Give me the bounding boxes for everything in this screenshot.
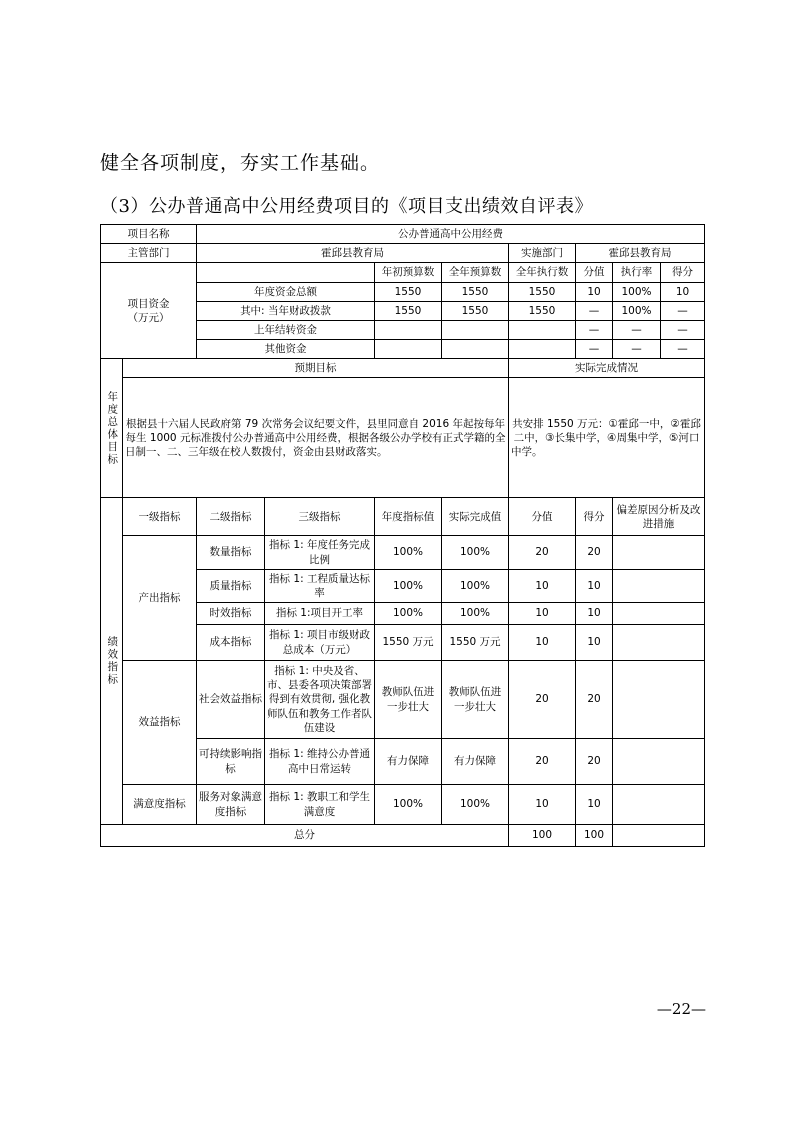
indicator-score-value: 10: [509, 625, 576, 661]
funds-row-annual-executed: [509, 340, 576, 359]
indicator-score: 20: [576, 739, 613, 785]
funds-row-execution-rate: —: [613, 320, 661, 339]
table-row-project-name: [101, 225, 705, 244]
expected-goal-header: 预期目标: [123, 359, 509, 378]
indicator-deviation: [613, 603, 705, 625]
funds-header-blank: [197, 263, 375, 282]
indicator-actual-value: 100%: [442, 603, 509, 625]
indicator-header-level3: 三级指标: [265, 498, 375, 536]
funds-row-execution-rate: 100%: [613, 301, 661, 320]
funds-row-annual-budget: [442, 340, 509, 359]
indicator-annual-target: 教师队伍进一步壮大: [375, 661, 442, 739]
indicator-level2: 质量指标: [197, 569, 265, 602]
indicator-score-value: 20: [509, 739, 576, 785]
funds-header-score: 得分: [661, 263, 705, 282]
table-row-funds-header: [101, 263, 705, 282]
indicator-level2: 成本指标: [197, 625, 265, 661]
indicator-score-value: 10: [509, 603, 576, 625]
table-row-total: [101, 825, 705, 847]
indicator-annual-target: 100%: [375, 785, 442, 825]
indicator-deviation: [613, 569, 705, 602]
indicator-deviation: [613, 785, 705, 825]
funds-row-score-value: —: [576, 301, 613, 320]
performance-self-evaluation-table: [100, 224, 705, 847]
indicator-deviation: [613, 661, 705, 739]
indicator-level3: 指标 1: 项目市级财政总成本（万元）: [265, 625, 375, 661]
indicator-annual-target: 100%: [375, 603, 442, 625]
funds-label-line2: （万元）: [127, 311, 170, 324]
table-row-indicator-header: [101, 498, 705, 536]
funds-row-initial-budget: 1550: [375, 282, 442, 301]
table-row-indicator: [101, 785, 705, 825]
indicator-level3: 指标 1:项目开工率: [265, 603, 375, 625]
funds-row-annual-executed: 1550: [509, 301, 576, 320]
funds-row-score: 10: [661, 282, 705, 301]
section-subheading: （3）公办普通高中公用经费项目的《项目支出绩效自评表》: [100, 196, 593, 217]
funds-row-annual-executed: [509, 320, 576, 339]
funds-header-annual-executed: 全年执行数: [509, 263, 576, 282]
supervisor-value: 霍邱县教育局: [197, 244, 509, 263]
indicator-header-level1: 一级指标: [123, 498, 197, 536]
funds-row-score-value: —: [576, 340, 613, 359]
indicator-level2: 时效指标: [197, 603, 265, 625]
table-row-goal-body: [101, 378, 705, 498]
indicator-deviation: [613, 739, 705, 785]
indicator-level2: 数量指标: [197, 536, 265, 569]
indicator-score: 20: [576, 661, 613, 739]
indicator-level1: 效益指标: [123, 661, 197, 785]
indicator-header-annual-target: 年度指标值: [375, 498, 442, 536]
indicator-level3: 指标 1: 年度任务完成比例: [265, 536, 375, 569]
expected-goal-text: 根据县十六届人民政府第 79 次常务会议纪要文件，县里同意自 2016 年起按每年每生 1000 元标准拨付公办普通高中公用经费，根据各级公办学校有正式学籍的全日制一、二、三年级在校人数拨付，资金由县财政落实。: [123, 378, 509, 498]
indicator-level1: 满意度指标: [123, 785, 197, 825]
indicator-header-score: 得分: [576, 498, 613, 536]
indicator-level3: 指标 1: 维持公办普通高中日常运转: [265, 739, 375, 785]
indicator-annual-target: 100%: [375, 569, 442, 602]
indicator-score: 10: [576, 569, 613, 602]
indicator-level2: 服务对象满意度指标: [197, 785, 265, 825]
indicator-deviation: [613, 625, 705, 661]
indicator-actual-value: 1550 万元: [442, 625, 509, 661]
actual-completion-text: 共安排 1550 万元：①霍邱一中，②霍邱二中，③长集中学，④周集中学，⑤河口中学。: [509, 378, 705, 498]
performance-label: 绩效指标: [101, 498, 123, 825]
funds-label-line1: 项目资金: [127, 297, 170, 310]
table-row-goal-header: [101, 359, 705, 378]
indicator-score-value: 20: [509, 536, 576, 569]
funds-row-annual-executed: 1550: [509, 282, 576, 301]
indicator-score-value: 10: [509, 785, 576, 825]
funds-header-execution-rate: 执行率: [613, 263, 661, 282]
indicator-score-value: 20: [509, 661, 576, 739]
indicator-score-value: 10: [509, 569, 576, 602]
funds-row-annual-budget: [442, 320, 509, 339]
indicator-actual-value: 100%: [442, 785, 509, 825]
indicator-header-score-value: 分值: [509, 498, 576, 536]
indicator-level2: 社会效益指标: [197, 661, 265, 739]
table-row-departments: [101, 244, 705, 263]
table-row-indicator: [101, 536, 705, 569]
annual-goal-label: 年度总体目标: [101, 359, 123, 498]
funds-header-score-value: 分值: [576, 263, 613, 282]
funds-row-score: —: [661, 340, 705, 359]
funds-row-score-value: 10: [576, 282, 613, 301]
project-name-label: 项目名称: [101, 225, 197, 244]
total-deviation: [613, 825, 705, 847]
page-number: —22—: [656, 1000, 706, 1018]
total-score: 100: [576, 825, 613, 847]
indicator-header-deviation: 偏差原因分析及改进措施: [613, 498, 705, 536]
funds-row-name: 其他资金: [197, 340, 375, 359]
indicator-level3: 指标 1: 工程质量达标率: [265, 569, 375, 602]
indicator-header-actual-value: 实际完成值: [442, 498, 509, 536]
indicator-actual-value: 100%: [442, 536, 509, 569]
indicator-actual-value: 教师队伍进一步壮大: [442, 661, 509, 739]
indicator-actual-value: 有力保障: [442, 739, 509, 785]
indicator-level3: 指标 1: 中央及省、市、县委各项决策部署得到有效贯彻, 强化教师队伍和教务工作者队伍建设: [265, 661, 375, 739]
funds-row-score: —: [661, 301, 705, 320]
funds-row-initial-budget: [375, 340, 442, 359]
funds-row-score-value: —: [576, 320, 613, 339]
indicator-annual-target: 1550 万元: [375, 625, 442, 661]
funds-header-annual-budget: 全年预算数: [442, 263, 509, 282]
indicator-annual-target: 100%: [375, 536, 442, 569]
table-row-indicator: [101, 661, 705, 739]
indicator-score: 20: [576, 536, 613, 569]
indicator-actual-value: 100%: [442, 569, 509, 602]
indicator-score: 10: [576, 785, 613, 825]
funds-row-score: —: [661, 320, 705, 339]
total-score-value: 100: [509, 825, 576, 847]
indicator-score: 10: [576, 603, 613, 625]
funds-row-name: 上年结转资金: [197, 320, 375, 339]
heading-line: 健全各项制度，夯实工作基础。: [100, 152, 381, 174]
indicator-score: 10: [576, 625, 613, 661]
funds-row-annual-budget: 1550: [442, 301, 509, 320]
funds-row-execution-rate: 100%: [613, 282, 661, 301]
indicator-annual-target: 有力保障: [375, 739, 442, 785]
funds-row-name: 其中: 当年财政拨款: [197, 301, 375, 320]
actual-completion-header: 实际完成情况: [509, 359, 705, 378]
funds-row-name: 年度资金总额: [197, 282, 375, 301]
funds-row-execution-rate: —: [613, 340, 661, 359]
funds-row-initial-budget: 1550: [375, 301, 442, 320]
funds-row-annual-budget: 1550: [442, 282, 509, 301]
implementer-value: 霍邱县教育局: [576, 244, 705, 263]
indicator-level1: 产出指标: [123, 536, 197, 661]
indicator-header-level2: 二级指标: [197, 498, 265, 536]
implementer-label: 实施部门: [509, 244, 576, 263]
indicator-level3: 指标 1: 教职工和学生满意度: [265, 785, 375, 825]
indicator-deviation: [613, 536, 705, 569]
total-label: 总分: [101, 825, 509, 847]
funds-header-initial-budget: 年初预算数: [375, 263, 442, 282]
indicator-level2: 可持续影响指标: [197, 739, 265, 785]
supervisor-label: 主管部门: [101, 244, 197, 263]
project-name-value: 公办普通高中公用经费: [197, 225, 705, 244]
funds-label: [101, 263, 197, 359]
funds-row-initial-budget: [375, 320, 442, 339]
